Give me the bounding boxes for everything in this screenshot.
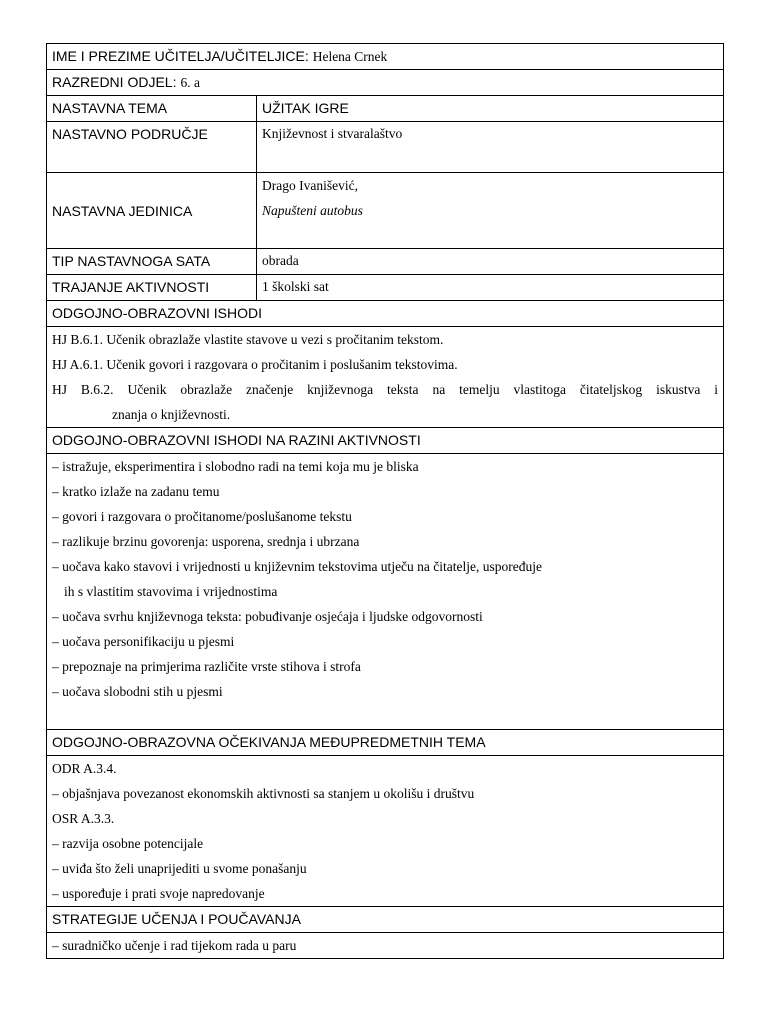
medupredmetne-heading-row bbox=[47, 730, 724, 756]
teacher-label: IME I PREZIME UČITELJA/UČITELJICE: bbox=[52, 48, 309, 64]
medupredmetna-item: – objašnjava povezanost ekonomskih aktivnosti sa stanjem u okolišu i društvu bbox=[52, 786, 475, 801]
podrucje-value: Književnost i stvaralaštvo bbox=[257, 122, 724, 173]
trajanje-label: TRAJANJE AKTIVNOSTI bbox=[47, 275, 257, 301]
aktivnost-item: – uočava personifikaciju u pjesmi bbox=[52, 634, 235, 649]
ishod-item: znanja o književnosti. bbox=[112, 407, 231, 422]
aktivnost-item: – uočava svrhu književnoga teksta: pobuđivanje osjećaja i ljudske odgovornosti bbox=[52, 609, 483, 624]
jedinica-title: Napušteni autobus bbox=[262, 203, 363, 218]
strategije-content-row bbox=[47, 933, 724, 959]
tema-row bbox=[47, 96, 724, 122]
class-row bbox=[47, 70, 724, 96]
medupredmetne-content bbox=[47, 756, 724, 907]
tip-value: obrada bbox=[257, 249, 724, 275]
ishod-item: HJ A.6.1. Učenik govori i razgovara o pročitanim i poslušanim tekstovima. bbox=[52, 357, 458, 372]
trajanje-value: 1 školski sat bbox=[257, 275, 724, 301]
lesson-plan-table bbox=[46, 43, 724, 959]
medupredmetne-heading: ODGOJNO-OBRAZOVNA OČEKIVANJA MEĐUPREDMETNIH TEMA bbox=[47, 730, 724, 756]
medupredmetna-item: OSR A.3.3. bbox=[52, 811, 115, 826]
medupredmetna-item: – uviđa što želi unaprijediti u svome ponašanju bbox=[52, 861, 307, 876]
medupredmetna-item: – uspoređuje i prati svoje napredovanje bbox=[52, 886, 265, 901]
class-cell bbox=[47, 70, 724, 96]
aktivnost-item: – govori i razgovara o pročitanome/poslušanome tekstu bbox=[52, 509, 352, 524]
class-label: RAZREDNI ODJEL: bbox=[52, 74, 177, 90]
aktivnost-item: ih s vlastitim stavovima i vrijednostima bbox=[64, 584, 278, 599]
ishod-item: HJ B.6.2. Učenik obrazlaže značenje književnoga teksta na temelju vlastitoga čitateljskog iskustva i bbox=[52, 382, 719, 397]
aktivnosti-content-row bbox=[47, 454, 724, 730]
aktivnosti-heading-row bbox=[47, 428, 724, 454]
tema-value: UŽITAK IGRE bbox=[257, 96, 724, 122]
jedinica-value-cell bbox=[257, 173, 724, 249]
aktivnost-item: – istražuje, eksperimentira i slobodno radi na temi koja mu je bliska bbox=[52, 459, 419, 474]
strategije-content bbox=[47, 933, 724, 959]
tip-row bbox=[47, 249, 724, 275]
medupredmetne-content-row bbox=[47, 756, 724, 907]
teacher-cell bbox=[47, 44, 724, 70]
strategije-heading-row bbox=[47, 907, 724, 933]
teacher-row bbox=[47, 44, 724, 70]
ishodi-content bbox=[47, 327, 724, 428]
teacher-value: Helena Crnek bbox=[312, 49, 388, 64]
medupredmetna-item: ODR A.3.4. bbox=[52, 761, 117, 776]
podrucje-row bbox=[47, 122, 724, 173]
empty-line bbox=[52, 704, 718, 729]
class-value: 6. a bbox=[180, 75, 200, 90]
strategije-heading: STRATEGIJE UČENJA I POUČAVANJA bbox=[47, 907, 724, 933]
jedinica-label: NASTAVNA JEDINICA bbox=[47, 173, 257, 249]
podrucje-label: NASTAVNO PODRUČJE bbox=[47, 122, 257, 173]
tip-label: TIP NASTAVNOGA SATA bbox=[47, 249, 257, 275]
ishodi-heading: ODGOJNO-OBRAZOVNI ISHODI bbox=[47, 301, 724, 327]
ishodi-content-row bbox=[47, 327, 724, 428]
jedinica-author: Drago Ivanišević, bbox=[262, 178, 358, 193]
ishodi-heading-row bbox=[47, 301, 724, 327]
aktivnosti-heading: ODGOJNO-OBRAZOVNI ISHODI NA RAZINI AKTIVNOSTI bbox=[47, 428, 724, 454]
aktivnosti-content bbox=[47, 454, 724, 730]
ishod-item: HJ B.6.1. Učenik obrazlaže vlastite stavove u vezi s pročitanim tekstom. bbox=[52, 332, 444, 347]
aktivnost-item: – kratko izlaže na zadanu temu bbox=[52, 484, 220, 499]
medupredmetna-item: – razvija osobne potencijale bbox=[52, 836, 204, 851]
aktivnost-item: – razlikuje brzinu govorenja: usporena, srednja i ubrzana bbox=[52, 534, 360, 549]
tema-label: NASTAVNA TEMA bbox=[47, 96, 257, 122]
strategija-item: – suradničko učenje i rad tijekom rada u paru bbox=[52, 938, 297, 953]
aktivnost-item: – uočava kako stavovi i vrijednosti u književnim tekstovima utječu na čitatelje, uspoređuje bbox=[52, 559, 542, 574]
aktivnost-item: – prepoznaje na primjerima različite vrste stihova i strofa bbox=[52, 659, 361, 674]
aktivnost-item: – uočava slobodni stih u pjesmi bbox=[52, 684, 223, 699]
trajanje-row bbox=[47, 275, 724, 301]
jedinica-row bbox=[47, 173, 724, 249]
